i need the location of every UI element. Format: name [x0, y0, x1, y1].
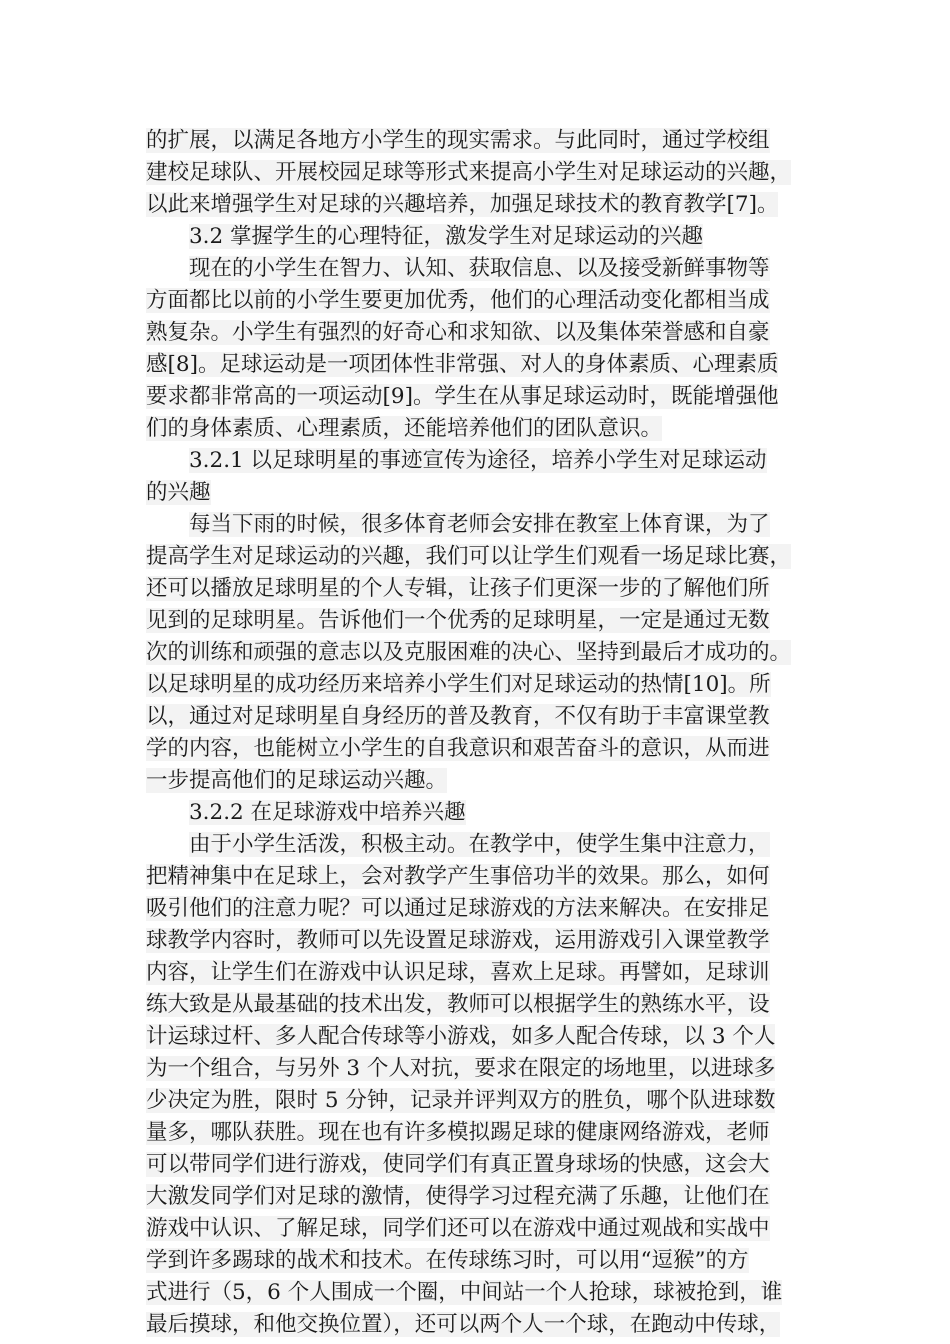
- text-line-content: 量多，哪队获胜。现在也有许多模拟踢足球的健康网络游戏，老师: [146, 1120, 770, 1145]
- text-line: [146, 157, 818, 189]
- text-line: [146, 189, 818, 221]
- text-line: [146, 989, 818, 1021]
- text-line-content: 练大致是从最基础的技术出发，教师可以根据学生的熟练水平，设: [146, 992, 770, 1017]
- text-line-content: 最后摸球，和他交换位置），还可以两个人一个球，在跑动中传球，: [146, 1312, 781, 1337]
- text-line-content: 3.2.1 以足球明星的事迹宣传为途径，培养小学生对足球运动: [189, 448, 767, 473]
- text-line-content: 次的训练和顽强的意志以及克服困难的决心、坚持到最后才成功的。: [146, 640, 792, 665]
- text-line-content: 的扩展，以满足各地方小学生的现实需求。与此同时，通过学校组: [146, 128, 770, 153]
- text-line-content: 现在的小学生在智力、认知、获取信息、以及接受新鲜事物等: [189, 256, 770, 281]
- text-line: [146, 573, 818, 605]
- text-line: [146, 317, 818, 349]
- text-line-content: 为一个组合，与另外 3 个人对抗，要求在限定的场地里，以进球多: [146, 1056, 776, 1081]
- text-line-content: 一步提高他们的足球运动兴趣。: [146, 768, 448, 793]
- text-line-content: 式进行（5，6 个人围成一个圈，中间站一个人抢球，球被抢到，谁: [146, 1280, 783, 1305]
- text-line-content: 内容，让学生们在游戏中认识足球，喜欢上足球。再譬如，足球训: [146, 960, 770, 985]
- text-line: [146, 861, 818, 893]
- text-line: [146, 445, 818, 477]
- text-line-content: 游戏中认识、了解足球，同学们还可以在游戏中通过观战和实战中: [146, 1216, 770, 1241]
- text-line: [146, 477, 818, 509]
- text-line-content: 建校足球队、开展校园足球等形式来提高小学生对足球运动的兴趣，: [146, 160, 792, 185]
- text-line-content: 把精神集中在足球上，会对教学产生事倍功半的效果。那么，如何: [146, 864, 770, 889]
- text-line-content: 计运球过杆、多人配合传球等小游戏，如多人配合传球，以 3 个人: [146, 1024, 776, 1049]
- text-line-content: 吸引他们的注意力呢？可以通过足球游戏的方法来解决。在安排足: [146, 896, 770, 921]
- text-line: [146, 1021, 818, 1053]
- text-line: [146, 1213, 818, 1245]
- text-line: [146, 349, 818, 381]
- text-line-content: 球教学内容时，教师可以先设置足球游戏，运用游戏引入课堂教学: [146, 928, 770, 953]
- text-line: [146, 221, 818, 253]
- text-line: [146, 285, 818, 317]
- text-line: [146, 637, 818, 669]
- text-line: [146, 829, 818, 861]
- text-line-content: 以，通过对足球明星自身经历的普及教育，不仅有助于丰富课堂教: [146, 704, 770, 729]
- text-line-content: 每当下雨的时候，很多体育老师会安排在教室上体育课，为了: [189, 512, 770, 537]
- text-line-content: 要求都非常高的一项运动[9]。学生在从事足球运动时，既能增强他: [146, 384, 779, 409]
- text-line: [146, 1085, 818, 1117]
- text-line: [146, 125, 818, 157]
- text-line: [146, 541, 818, 573]
- text-line: [146, 957, 818, 989]
- text-line-content: 学的内容，也能树立小学生的自我意识和艰苦奋斗的意识，从而进: [146, 736, 770, 761]
- text-line: [146, 1117, 818, 1149]
- text-line: [146, 253, 818, 285]
- text-line: [146, 1309, 818, 1341]
- text-line: [146, 765, 818, 797]
- text-line: [146, 893, 818, 925]
- text-line-content: 熟复杂。小学生有强烈的好奇心和求知欲、以及集体荣誉感和自豪: [146, 320, 770, 345]
- text-line: [146, 1053, 818, 1085]
- text-line: [146, 669, 818, 701]
- text-line-content: 以足球明星的成功经历来培养小学生们对足球运动的热情[10]。所: [146, 672, 771, 697]
- text-line-content: 提高学生对足球运动的兴趣，我们可以让学生们观看一场足球比赛，: [146, 544, 792, 569]
- text-line: [146, 701, 818, 733]
- text-line-content: 3.2.2 在足球游戏中培养兴趣: [189, 800, 466, 825]
- text-line: [146, 381, 818, 413]
- text-line: [146, 413, 818, 445]
- text-line: [146, 1149, 818, 1181]
- text-line-content: 3.2 掌握学生的心理特征，激发学生对足球运动的兴趣: [189, 224, 704, 249]
- text-line: [146, 925, 818, 957]
- text-line-content: 由于小学生活泼，积极主动。在教学中，使学生集中注意力，: [189, 832, 770, 857]
- text-line: [146, 1245, 818, 1277]
- text-line: [146, 509, 818, 541]
- text-line-content: 以此来增强学生对足球的兴趣培养，加强足球技术的教育教学[7]。: [146, 192, 779, 217]
- text-line: [146, 797, 818, 829]
- text-line-content: 可以带同学们进行游戏，使同学们有真正置身球场的快感，这会大: [146, 1152, 770, 1177]
- text-line-content: 方面都比以前的小学生要更加优秀，他们的心理活动变化都相当成: [146, 288, 770, 313]
- text-line-content: 少决定为胜，限时 5 分钟，记录并评判双方的胜负，哪个队进球数: [146, 1088, 776, 1113]
- text-line: [146, 1277, 818, 1309]
- text-line-content: 大激发同学们对足球的激情，使得学习过程充满了乐趣，让他们在: [146, 1184, 770, 1209]
- text-line-content: 感[8]。足球运动是一项团体性非常强、对人的身体素质、心理素质: [146, 352, 779, 377]
- text-line-content: 学到许多踢球的战术和技术。在传球练习时，可以用“逗猴”的方: [146, 1248, 749, 1273]
- text-line-content: 还可以播放足球明星的个人专辑，让孩子们更深一步的了解他们所: [146, 576, 770, 601]
- document-body: [146, 125, 818, 1341]
- text-line-content: 的兴趣: [146, 480, 211, 505]
- text-line: [146, 1181, 818, 1213]
- text-line: [146, 605, 818, 637]
- text-line: [146, 733, 818, 765]
- text-line-content: 们的身体素质、心理素质，还能培养他们的团队意识。: [146, 416, 663, 441]
- text-line-content: 见到的足球明星。告诉他们一个优秀的足球明星，一定是通过无数: [146, 608, 770, 633]
